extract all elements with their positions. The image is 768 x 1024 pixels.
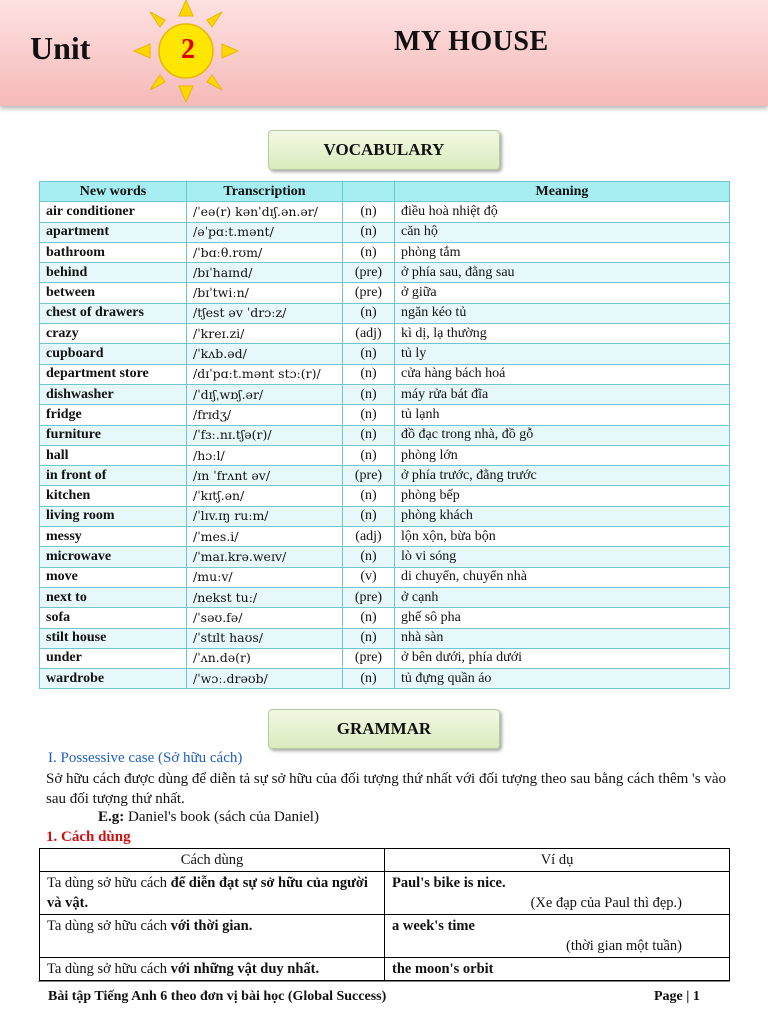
vocab-row [40, 384, 730, 404]
vocab-meaning: ở phía trước, đằng trước [395, 466, 730, 486]
vocab-meaning: tủ đựng quần áo [395, 669, 730, 689]
vocab-word: wardrobe [40, 669, 187, 689]
vocab-meaning: đồ đạc trong nhà, đồ gỗ [395, 425, 730, 445]
example-cell [385, 958, 730, 981]
vocab-word: between [40, 283, 187, 303]
vocab-row [40, 364, 730, 384]
example-text: a week's time [392, 918, 475, 934]
vocab-transcription: /ɪn ˈfrʌnt əv/ [187, 466, 343, 486]
vocab-meaning: nhà sàn [395, 628, 730, 648]
vocab-part-of-speech: (pre) [343, 263, 395, 283]
vocab-part-of-speech: (pre) [343, 587, 395, 607]
vocab-word: stilt house [40, 628, 187, 648]
header-banner [0, 0, 768, 106]
unit-label: Unit [30, 30, 91, 66]
vocab-header-row [40, 182, 730, 202]
vocab-part-of-speech: (adj) [343, 527, 395, 547]
vocab-row [40, 567, 730, 587]
vocab-part-of-speech: (adj) [343, 324, 395, 344]
usage-bold: với những vật duy nhất. [170, 961, 320, 977]
vocab-transcription: /hɔːl/ [187, 445, 343, 465]
vocab-word: behind [40, 263, 187, 283]
vocab-row [40, 324, 730, 344]
vocab-part-of-speech: (pre) [343, 648, 395, 668]
vocab-part-of-speech: (n) [343, 242, 395, 262]
vocab-meaning: ở phía sau, đằng sau [395, 263, 730, 283]
vocab-meaning: phòng tắm [395, 242, 730, 262]
possessive-case-heading: I. Possessive case (Sở hữu cách) [48, 750, 243, 766]
col-meaning: Meaning [395, 182, 730, 202]
col-part-of-speech [343, 182, 395, 202]
vocab-meaning: kì dị, lạ thường [395, 324, 730, 344]
vocab-meaning: lò vi sóng [395, 547, 730, 567]
vocab-part-of-speech: (n) [343, 547, 395, 567]
vocab-meaning: lộn xộn, bừa bộn [395, 527, 730, 547]
vocab-part-of-speech: (n) [343, 608, 395, 628]
usage-bold: để diễn đạt sự sở hữu của người và vật. [47, 875, 368, 911]
vocab-word: crazy [40, 324, 187, 344]
vocab-transcription: /nekst tuː/ [187, 587, 343, 607]
vocab-meaning: di chuyển, chuyển nhà [395, 567, 730, 587]
usage-cell [40, 872, 385, 915]
vocab-part-of-speech: (pre) [343, 466, 395, 486]
example-text: Daniel's book (sách của Daniel) [124, 809, 319, 825]
vocab-meaning: ngăn kéo tủ [395, 303, 730, 323]
vocab-part-of-speech: (n) [343, 405, 395, 425]
vocab-transcription: /frɪdʒ/ [187, 405, 343, 425]
vocab-word: living room [40, 506, 187, 526]
vocab-word: sofa [40, 608, 187, 628]
page-title: MY HOUSE [394, 26, 549, 57]
usage-row [40, 872, 730, 915]
col-new-words: New words [40, 182, 187, 202]
usage-row [40, 915, 730, 958]
vocab-part-of-speech: (n) [343, 486, 395, 506]
vocab-transcription: /ˈmes.i/ [187, 527, 343, 547]
vocab-transcription: /ˈsəʊ.fə/ [187, 608, 343, 628]
vocab-part-of-speech: (n) [343, 425, 395, 445]
vocabulary-heading: VOCABULARY [268, 130, 500, 170]
vocab-row [40, 425, 730, 445]
vocab-meaning: ở giữa [395, 283, 730, 303]
vocab-row [40, 263, 730, 283]
vocab-part-of-speech: (pre) [343, 283, 395, 303]
vocab-transcription: /ˈstɪlt haʊs/ [187, 628, 343, 648]
usage-cell [40, 958, 385, 981]
vocab-row [40, 283, 730, 303]
vocab-transcription: /bɪˈtwiːn/ [187, 283, 343, 303]
vocab-word: in front of [40, 466, 187, 486]
usage-bold: với thời gian. [170, 918, 253, 934]
vocab-word: air conditioner [40, 202, 187, 222]
vocab-row [40, 242, 730, 262]
vocab-meaning: tủ lạnh [395, 405, 730, 425]
vocab-row [40, 344, 730, 364]
vocab-transcription: /ˈbɑːθ.rʊm/ [187, 242, 343, 262]
footer-page-number: Page | 1 [654, 989, 700, 1004]
usage-header-row [40, 849, 730, 872]
example-text: the moon's orbit [392, 961, 494, 977]
vocab-part-of-speech: (n) [343, 669, 395, 689]
vocab-transcription: /ˈkʌb.əd/ [187, 344, 343, 364]
vocab-transcription: /ˈmaɪ.krə.weɪv/ [187, 547, 343, 567]
example-translation: (Xe đạp của Paul thì đẹp.) [530, 895, 682, 911]
vocab-meaning: phòng lớn [395, 445, 730, 465]
unit-number: 2 [181, 34, 195, 65]
vocab-word: furniture [40, 425, 187, 445]
vocab-word: messy [40, 527, 187, 547]
vocab-word: bathroom [40, 242, 187, 262]
vocab-word: next to [40, 587, 187, 607]
example-text: Paul's bike is nice. [392, 875, 506, 891]
vocab-part-of-speech: (n) [343, 303, 395, 323]
vocab-row [40, 527, 730, 547]
vocab-transcription: /ˈdɪʃˌwɒʃ.ər/ [187, 384, 343, 404]
vocab-transcription: /bɪˈhaɪnd/ [187, 263, 343, 283]
example-translation: (thời gian một tuần) [566, 938, 682, 954]
usage-row [40, 958, 730, 981]
col-transcription: Transcription [187, 182, 343, 202]
example-cell [385, 915, 730, 958]
vocab-transcription: /ˈlɪv.ɪŋ ruːm/ [187, 506, 343, 526]
vocab-row [40, 628, 730, 648]
vocab-word: chest of drawers [40, 303, 187, 323]
vocab-meaning: căn hộ [395, 222, 730, 242]
vocab-part-of-speech: (n) [343, 222, 395, 242]
vocab-transcription: /ˈwɔː.drəʊb/ [187, 669, 343, 689]
vocabulary-table [39, 181, 730, 689]
vocab-meaning: tủ ly [395, 344, 730, 364]
usage-cell [40, 915, 385, 958]
vocab-word: under [40, 648, 187, 668]
vocab-word: move [40, 567, 187, 587]
vocab-word: hall [40, 445, 187, 465]
vocab-word: dishwasher [40, 384, 187, 404]
vocab-row [40, 587, 730, 607]
vocab-row [40, 648, 730, 668]
vocab-part-of-speech: (n) [343, 364, 395, 384]
usage-plain: Ta dùng sở hữu cách [47, 961, 171, 977]
vocab-meaning: ở cạnh [395, 587, 730, 607]
footer-book-title: Bài tập Tiếng Anh 6 theo đơn vị bài học (Global Success) [48, 989, 387, 1004]
vocab-row [40, 506, 730, 526]
vocab-row [40, 445, 730, 465]
vocab-word: apartment [40, 222, 187, 242]
possessive-intro: Sở hữu cách được dùng để diễn tả sự sở hữu của đối tượng thứ nhất với đối tượng theo sau bằng cách thêm 's vào sau đối tượng thứ nhất. [46, 771, 726, 807]
vocab-row [40, 202, 730, 222]
usage-plain: Ta dùng sở hữu cách [47, 918, 171, 934]
vocab-transcription: /ˈʌn.də(r) [187, 648, 343, 668]
vocab-part-of-speech: (n) [343, 506, 395, 526]
vocab-word: fridge [40, 405, 187, 425]
vocab-row [40, 669, 730, 689]
vocab-transcription: /dɪˈpɑːt.mənt stɔː(r)/ [187, 364, 343, 384]
vocab-row [40, 405, 730, 425]
vocab-part-of-speech: (n) [343, 344, 395, 364]
usage-plain: Ta dùng sở hữu cách [47, 875, 171, 891]
example-cell [385, 872, 730, 915]
vocab-transcription: /muːv/ [187, 567, 343, 587]
vocab-transcription: /ˈfɜː.nɪ.tʃə(r)/ [187, 425, 343, 445]
vocab-meaning: phòng bếp [395, 486, 730, 506]
col-example: Ví dụ [385, 849, 730, 872]
vocab-meaning: cửa hàng bách hoá [395, 364, 730, 384]
vocab-meaning: ghế sô pha [395, 608, 730, 628]
col-usage: Cách dùng [40, 849, 385, 872]
vocab-part-of-speech: (n) [343, 445, 395, 465]
vocab-meaning: ở bên dưới, phía dưới [395, 648, 730, 668]
vocab-word: cupboard [40, 344, 187, 364]
vocab-transcription: /tʃest əv ˈdrɔːz/ [187, 303, 343, 323]
vocab-transcription: /ˈeə(r) kənˈdɪʃ.ən.ər/ [187, 202, 343, 222]
vocab-part-of-speech: (n) [343, 202, 395, 222]
vocab-meaning: phòng khách [395, 506, 730, 526]
vocab-row [40, 547, 730, 567]
example-line [98, 809, 319, 826]
vocab-meaning: điều hoà nhiệt độ [395, 202, 730, 222]
footer-divider [38, 981, 730, 982]
vocab-row [40, 486, 730, 506]
vocab-word: microwave [40, 547, 187, 567]
vocab-transcription: /əˈpɑːt.mənt/ [187, 222, 343, 242]
vocab-word: department store [40, 364, 187, 384]
vocab-transcription: /ˈkreɪ.zi/ [187, 324, 343, 344]
usage-subheading: 1. Cách dùng [46, 829, 131, 845]
vocab-row [40, 466, 730, 486]
usage-table [39, 848, 730, 981]
vocab-row [40, 608, 730, 628]
vocab-row [40, 303, 730, 323]
grammar-heading: GRAMMAR [268, 709, 500, 749]
vocab-part-of-speech: (n) [343, 628, 395, 648]
vocab-word: kitchen [40, 486, 187, 506]
vocab-part-of-speech: (v) [343, 567, 395, 587]
vocab-part-of-speech: (n) [343, 384, 395, 404]
vocab-row [40, 222, 730, 242]
example-label: E.g: [98, 809, 125, 825]
vocab-meaning: máy rửa bát đĩa [395, 384, 730, 404]
vocab-transcription: /ˈkɪtʃ.ən/ [187, 486, 343, 506]
